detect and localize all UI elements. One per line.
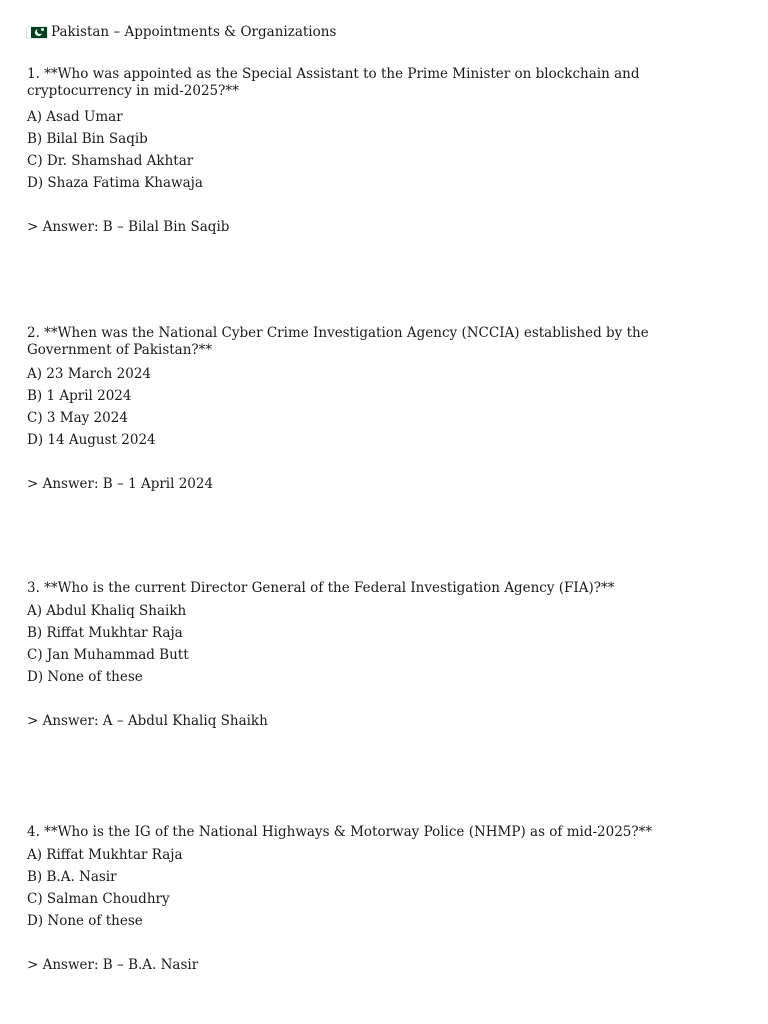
question-2-option-d: D) 14 August 2024 [27,432,156,448]
document-title: Pakistan – Appointments & Organizations [51,24,337,40]
question-2-option-a: A) 23 March 2024 [27,366,152,382]
question-1 [27,66,727,238]
question-3-option-a: A) Abdul Khaliq Shaikh [27,603,187,619]
question-4-option-d: D) None of these [27,913,143,929]
question-3 [27,580,727,732]
question-1-option-d: D) Shaza Fatima Khawaja [27,175,203,191]
question-3-option-d: D) None of these [27,669,143,685]
document-page [27,22,727,973]
question-3-text: 3. **Who is the current Director General of the Federal Investigation Agency (FIA)?** [27,580,615,596]
question-2-option-c: C) 3 May 2024 [27,410,128,426]
question-2-text: 2. **When was the National Cyber Crime Investigation Agency (NCCIA) established by the Government of Pakistan?** [27,325,649,358]
pakistan-flag-icon [27,27,47,38]
question-4-option-b: B) B.A. Nasir [27,869,117,885]
question-2-option-b: B) 1 April 2024 [27,388,132,404]
question-4-option-a: A) Riffat Mukhtar Raja [27,847,183,863]
document-title-row [27,22,727,42]
flag-star [41,28,44,31]
question-1-option-b: B) Bilal Bin Saqib [27,131,148,147]
question-3-option-c: C) Jan Muhammad Butt [27,647,189,663]
question-3-option-b: B) Riffat Mukhtar Raja [27,625,183,641]
question-1-answer: > Answer: B – Bilal Bin Saqib [27,219,230,235]
question-3-answer: > Answer: A – Abdul Khaliq Shaikh [27,713,268,729]
question-1-option-c: C) Dr. Shamshad Akhtar [27,153,194,169]
question-4 [27,824,727,976]
question-4-option-c: C) Salman Choudhry [27,891,170,907]
question-4-answer: > Answer: B – B.A. Nasir [27,957,199,973]
question-4-text: 4. **Who is the IG of the National Highways & Motorway Police (NHMP) as of mid-2025?** [27,824,653,840]
question-1-text: 1. **Who was appointed as the Special Assistant to the Prime Minister on blockchain and cryptocurrency in mid-2025?** [27,66,640,99]
question-1-option-a: A) Asad Umar [27,109,123,125]
question-2-answer: > Answer: B – 1 April 2024 [27,476,214,492]
question-2 [27,325,727,495]
